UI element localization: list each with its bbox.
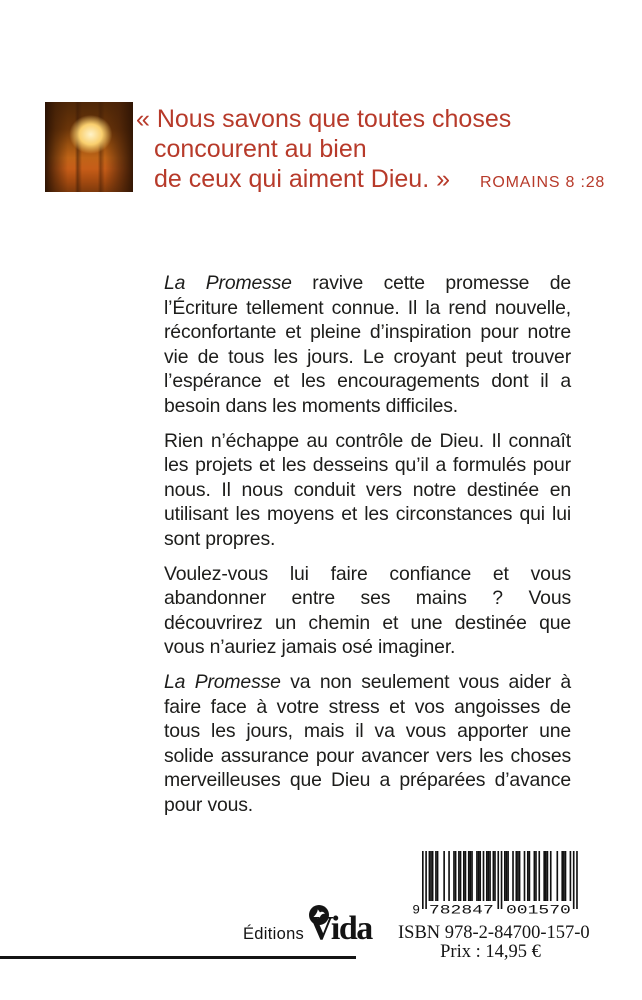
quote-line: concourent au bien xyxy=(154,135,367,163)
publisher-name-row xyxy=(243,910,372,948)
book-title-italic: La Promesse xyxy=(164,670,281,693)
svg-text:9: 9 xyxy=(412,902,420,917)
quote-line: « Nous savons que toutes choses xyxy=(136,105,512,133)
scripture-reference: ROMAINS 8 :28 xyxy=(480,174,606,191)
publisher-prefix-label: Éditions xyxy=(243,925,305,943)
book-title-italic: La Promesse xyxy=(164,272,292,294)
cover-thumbnail-image xyxy=(45,102,133,192)
price-text: Prix : 14,95 € xyxy=(440,942,541,962)
publisher-name-label: Vida xyxy=(309,910,372,947)
publisher-logo xyxy=(243,905,372,953)
scripture-quote xyxy=(136,104,605,198)
commerce-info xyxy=(398,923,590,962)
body-paragraph: La Promesse va non seulement vous aider à faire face à votre stress et vos angoisses de tous les jours, mais il va vous apporter une solide assurance pour avancer vers les choses merveilleuses que Dieu a préparées d’avance pour vous. xyxy=(164,670,571,816)
quote-line xyxy=(136,164,605,198)
body-paragraph: La Promesse ravive cette promesse de l’Écriture tellement connue. Il la rend nouvelle, réconfortante et pleine d’inspiration pour notre vie de tous les jours. Le croyant peut trouver l’espérance et les encouragements dont il a besoin dans les moments difficiles. xyxy=(164,272,571,417)
footer-rule xyxy=(0,956,356,959)
body-paragraph: Rien n’échappe au contrôle de Dieu. Il connaît les projets et les desseins qu’il a formulés pour nous. Il nous conduit vers notre destinée en utilisant les moyens et les circonstances qui lui sont propres. xyxy=(164,429,571,550)
body-paragraphs xyxy=(164,271,571,827)
svg-text:782847: 782847 xyxy=(428,902,494,917)
isbn-text: ISBN 978-2-84700-157-0 xyxy=(398,923,590,943)
svg-text:001570: 001570 xyxy=(506,902,571,917)
ean13-barcode xyxy=(402,851,582,917)
quote-line-text: de ceux qui aiment Dieu. » xyxy=(154,165,451,193)
body-paragraph: Voulez-vous lui faire confiance et vous abandonner entre ses mains ? Vous découvrirez un chemin et une destinée que vous n’auriez jamais osé imaginer. xyxy=(164,562,571,659)
